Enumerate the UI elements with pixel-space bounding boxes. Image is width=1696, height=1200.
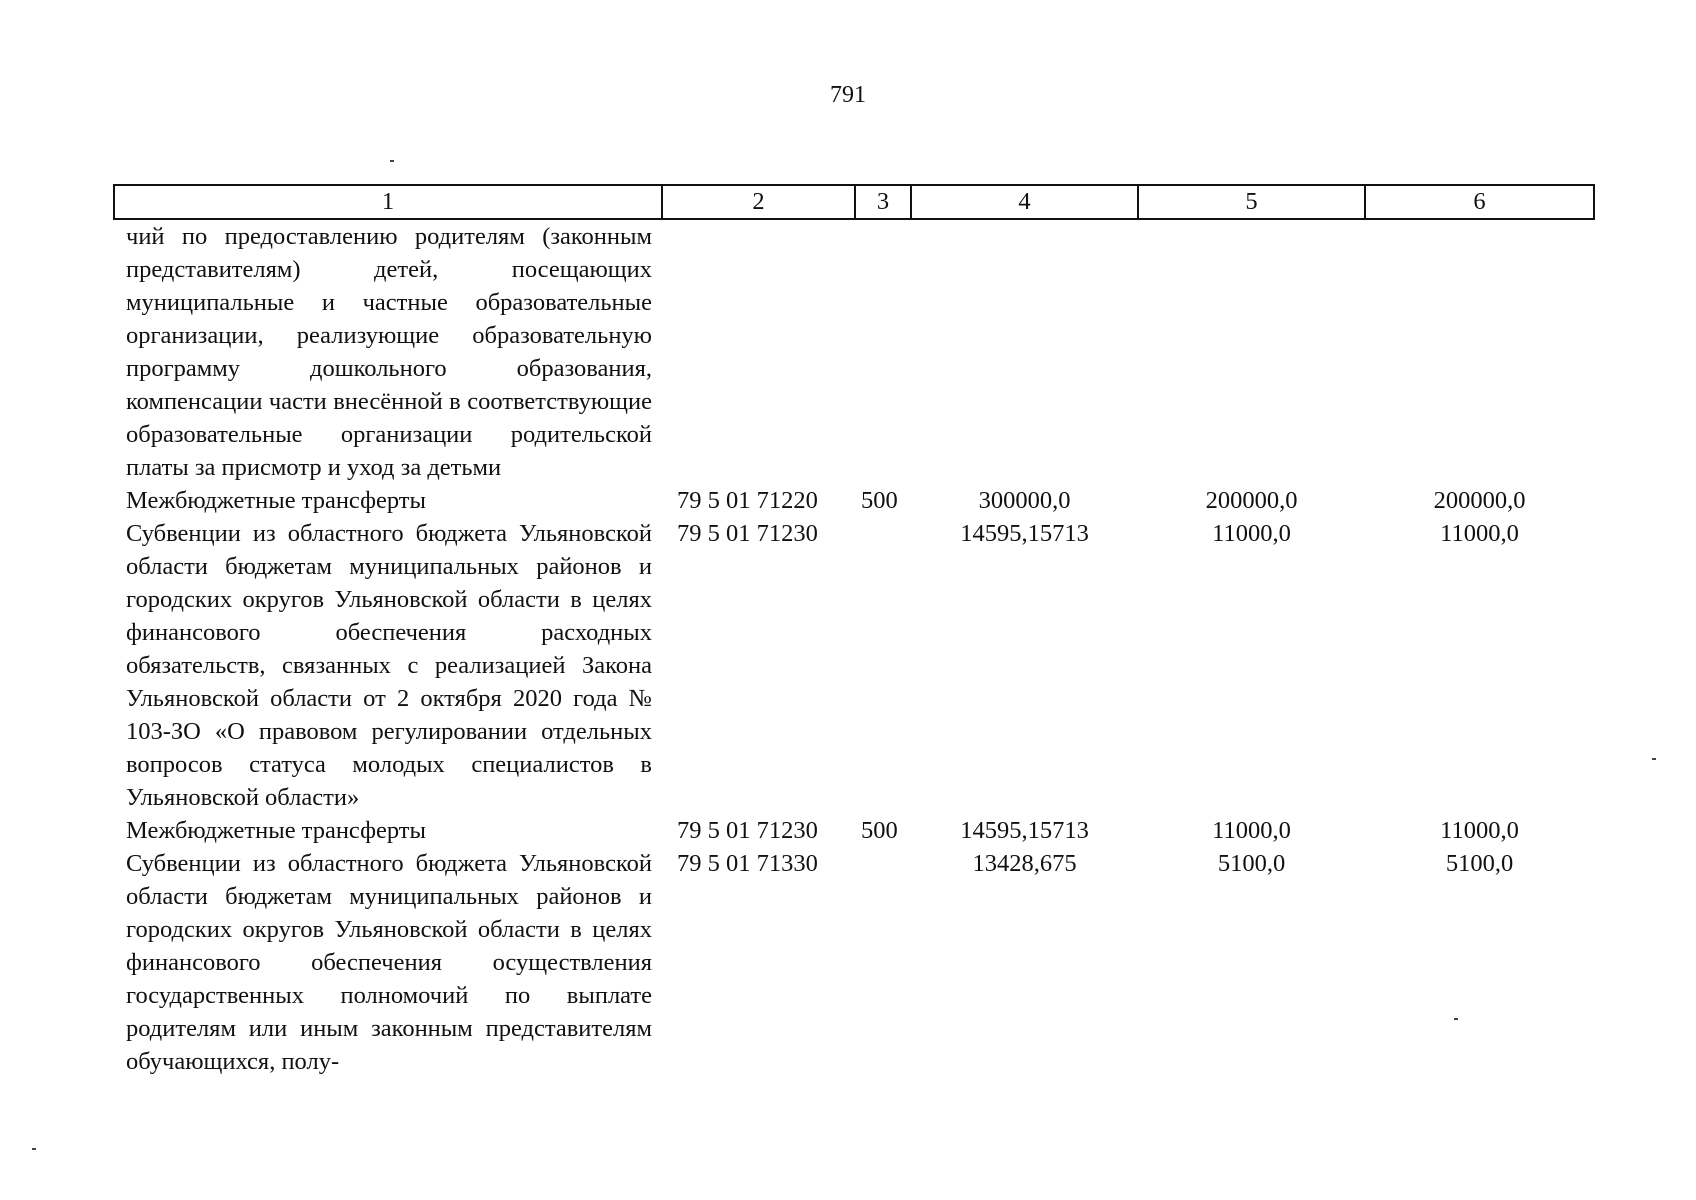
row-name: чий по предоставлению родителям (законным представителям) детей, посещающих муниципальные и частные образовательные организации, реализующие образовательную программу дошкольного образования, компенсации части внесённой в соответствующие образовательные организации родительской платы за присмотр и уход за детьми: [126, 223, 652, 481]
row-expense-type: [855, 219, 911, 484]
budget-table: [113, 184, 1595, 1078]
row-expense-type: [855, 847, 911, 1078]
header-col-3: 3: [855, 185, 911, 219]
row-amount-year-1: 300000,0: [978, 487, 1071, 514]
table-header: [114, 185, 1594, 219]
row-amount-year-2: 11000,0: [1212, 817, 1291, 844]
row-amount-year-2: 11000,0: [1212, 520, 1291, 547]
row-amount-year-3: 5100,0: [1445, 850, 1514, 877]
row-target-code: 79 5 01 71230: [677, 817, 818, 844]
row-amount-year-1: 14595,15713: [960, 817, 1089, 844]
row-amount-year-2: [1138, 219, 1365, 484]
row-amount-year-3: 200000,0: [1433, 487, 1526, 514]
page-number: 791: [830, 82, 866, 108]
row-amount-year-3: 11000,0: [1440, 520, 1519, 547]
row-target-code: [662, 219, 855, 484]
row-expense-type: 500: [861, 817, 898, 844]
table-row: [114, 219, 1594, 484]
row-expense-type: [855, 517, 911, 814]
row-amount-year-3: 11000,0: [1440, 817, 1519, 844]
row-amount-year-3: [1365, 219, 1594, 484]
row-name: Межбюджетные трансферты: [126, 817, 426, 844]
table-row: [114, 517, 1594, 814]
header-col-4: 4: [911, 185, 1138, 219]
row-amount-year-1: [911, 219, 1138, 484]
row-target-code: 79 5 01 71230: [677, 520, 818, 547]
row-name: Межбюджетные трансферты: [126, 487, 426, 514]
row-expense-type: 500: [861, 487, 898, 514]
table-row: [114, 484, 1594, 517]
row-amount-year-1: 14595,15713: [960, 520, 1089, 547]
header-row: [114, 185, 1594, 219]
scan-speck: [390, 160, 394, 162]
header-col-6: 6: [1365, 185, 1594, 219]
table-row: [114, 814, 1594, 847]
scan-speck: [1652, 758, 1656, 760]
row-target-code: 79 5 01 71220: [677, 487, 818, 514]
header-col-1: 1: [114, 185, 662, 219]
header-col-2: 2: [662, 185, 855, 219]
row-name: Субвенции из областного бюджета Ульяновской области бюджетам муниципальных районов и городских округов Ульяновской области в целях финансового обеспечения осуществления государственных полномочий по выплате родителям или иным законным представителям обучающихся, полу-: [126, 850, 652, 1075]
row-amount-year-1: 13428,675: [972, 850, 1077, 877]
header-col-5: 5: [1138, 185, 1365, 219]
row-target-code: 79 5 01 71330: [677, 850, 818, 877]
row-amount-year-2: 5100,0: [1217, 850, 1286, 877]
table-row: [114, 847, 1594, 1078]
row-amount-year-2: 200000,0: [1205, 487, 1298, 514]
scan-speck: [1454, 1018, 1458, 1020]
row-name: Субвенции из областного бюджета Ульяновской области бюджетам муниципальных районов и городских округов Ульяновской области в целях финансового обеспечения расходных обязательств, связанных с реализацией Закона Ульяновской области от 2 октября 2020 года № 103-ЗО «О правовом регулировании отдельных вопросов статуса молодых специалистов в Ульяновской области»: [126, 520, 652, 811]
table-body: [114, 219, 1594, 1078]
scan-speck: [32, 1148, 36, 1150]
